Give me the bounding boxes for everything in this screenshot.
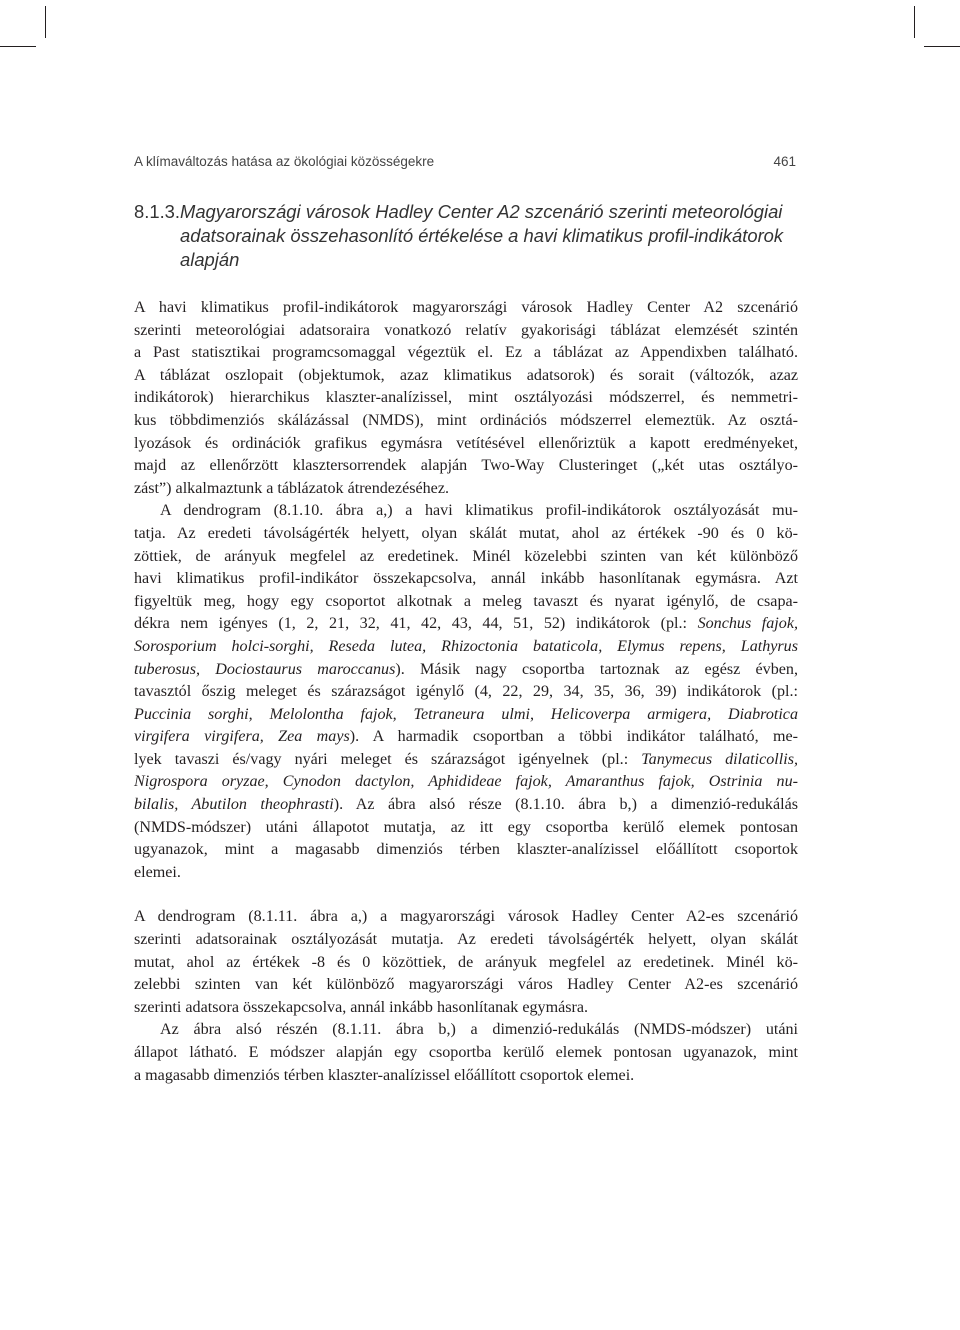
species-name: Tanymecus dilaticollis, xyxy=(641,750,798,768)
text-line xyxy=(134,794,798,817)
text-line: zelebbi szinten van két különböző magyarországi város Hadley Center A2-es szcenárió xyxy=(134,976,798,994)
text-line: mutat, ahol az értékek -8 és 0 közöttiek, de arányuk megfelel az eredetinek. Minél kö- xyxy=(134,953,798,971)
text-line: indikátorok) hierarchikus klaszter-analízissel, mint osztályozási módszerrel, és nemmetri- xyxy=(134,389,798,407)
text-line xyxy=(134,704,798,727)
text-span: ). Az ábra alsó része (8.1.10. ábra b,) a dimenzió-redukálás xyxy=(333,796,798,814)
section-title-line: adatsorainak összehasonlító értékelése a havi klimatikus profil-indikátorok xyxy=(180,225,784,246)
paragraph-gap xyxy=(134,884,798,906)
text-line: zást”) alkalmaztunk a táblázatok átrendezéséhez. xyxy=(134,479,449,497)
text-line: A táblázat oszlopait (objektumok, azaz klimatikus adatsorok) és sorait (változók, azaz xyxy=(134,366,798,384)
crop-mark xyxy=(924,46,960,47)
section-title-line: Magyarországi városok Hadley Center A2 szcenárió szerinti meteorológiai xyxy=(180,201,783,222)
text-line: elemei. xyxy=(134,863,181,881)
text-line: (NMDS-módszer) utáni állapotot mutatja, az itt egy csoportba kerülő elemek pontosan xyxy=(134,818,798,836)
text-span: lyek tavaszi és/vagy nyári meleget és szárazságot igényelnek (pl.: xyxy=(134,750,642,768)
text-span: dékra nem igényes (1, 2, 21, 32, 41, 42, 43, 44, 51, 52) indikátorok (pl.: xyxy=(134,615,698,633)
species-name: Sonchus fajok, xyxy=(697,615,798,633)
text-line xyxy=(134,636,798,659)
text-line: A dendrogram (8.1.11. ábra a,) a magyarországi városok Hadley Center A2-es szcenárió xyxy=(134,908,798,926)
text-line: A havi klimatikus profil-indikátorok magyarországi városok Hadley Center A2 szcenárió xyxy=(134,299,798,316)
running-title: A klímaváltozás hatása az ökológiai közösségekre xyxy=(134,154,435,169)
text-line xyxy=(134,749,798,772)
text-line: ugyanazok, mint a magasabb dimenziós térben klaszter-analízissel előállított csoportok xyxy=(134,841,798,859)
species-name: Sorosporium holci-sorghi, Reseda lutea, Rhizoctonia bataticola, Elymus repens, Lathyrus xyxy=(134,637,798,655)
text-line: tavasztól őszig meleget és szárazságot igénylő (4, 22, 29, 34, 35, 36, 39) indikátorok (pl.: xyxy=(134,683,798,701)
species-name: Puccinia sorghi, Melolontha fajok, Tetraneura ulmi, Helicoverpa armigera, Diabrotica xyxy=(134,705,798,723)
text-line: Az ábra alsó részén (8.1.11. ábra b,) a dimenzió-redukálás (NMDS-módszer) utáni xyxy=(160,1021,798,1039)
text-line: tatja. Az eredeti távolságérték helyett, olyan skálát mutat, ahol az értékek -90 és 0 kö- xyxy=(134,524,798,542)
crop-mark xyxy=(914,6,915,38)
species-name: bilalis, Abutilon theophrasti xyxy=(134,796,334,814)
text-line xyxy=(134,659,798,682)
text-line: A dendrogram (8.1.10. ábra a,) a havi klimatikus profil-indikátorok osztályozását mu- xyxy=(160,502,798,520)
text-line xyxy=(134,771,798,794)
section-number: 8.1.3. xyxy=(134,201,181,222)
text-line: havi klimatikus profil-indikátor összekapcsolva, annál inkább hasonlítanak egymásra. Azt xyxy=(134,570,798,588)
text-line: zöttiek, de arányuk megfelel az eredetinek. Minél közelebbi szinten van két különböző xyxy=(134,547,798,565)
text-line: kus többdimenziós skálázással (NMDS), mint ordinációs módszerrel elemeztük. Az osztá- xyxy=(134,411,798,429)
text-line: állapot látható. E módszer alapján egy csoportba kerülő elemek pontosan ugyanazok, mint xyxy=(134,1044,798,1061)
text-span: ). A harmadik csoportban a többi indikátor található, me- xyxy=(349,728,798,746)
species-name: virgifera virgifera, Zea mays xyxy=(134,728,350,746)
text-line: majd az ellenőrzött klasztersorrendek alapján Two-Way Clusteringet („két utas osztályo- xyxy=(134,457,798,475)
text-line: a magasabb dimenziós térben klaszter-analízissel előállított csoportok elemei. xyxy=(134,1066,635,1084)
text-line: a Past statisztikai programcsomaggal végeztük el. Ez a táblázat az Appendixben található. xyxy=(134,344,798,362)
text-line xyxy=(134,726,798,749)
running-header xyxy=(134,154,796,174)
crop-mark xyxy=(45,6,46,38)
species-name: Nigrospora oryzae, Cynodon dactylon, Aphidideae fajok, Amaranthus fajok, Ostrinia nu- xyxy=(134,773,798,791)
text-line: szerinti adatsorainak osztályozását mutatja. Az eredeti távolságérték helyett, olyan skálát xyxy=(134,931,798,949)
text-line: szerinti meteorológiai adatsoraira vonatkozó relatív gyakorisági táblázat elemzését szintén xyxy=(134,321,798,339)
section-title-line: alapján xyxy=(180,249,240,270)
text-span: ). Másik nagy csoportba tartoznak az egész évben, xyxy=(395,660,798,678)
species-name: tuberosus, Dociostaurus maroccanus xyxy=(134,660,396,678)
paragraph-intro xyxy=(134,297,798,1087)
text-line: figyeltük meg, hogy egy csoportot alkotnak a meleg tavaszt és nyarat igénylő, de csapa- xyxy=(134,592,798,610)
page-number: 461 xyxy=(773,154,796,169)
text-line xyxy=(134,613,798,636)
text-line: lyozások és ordinációk grafikus egymásra vetítésével ellenőriztük a kapott eredményeket, xyxy=(134,434,798,452)
crop-mark xyxy=(0,46,36,47)
text-line: szerinti adatsora összekapcsolva, annál inkább hasonlítanak egymásra. xyxy=(134,998,589,1016)
